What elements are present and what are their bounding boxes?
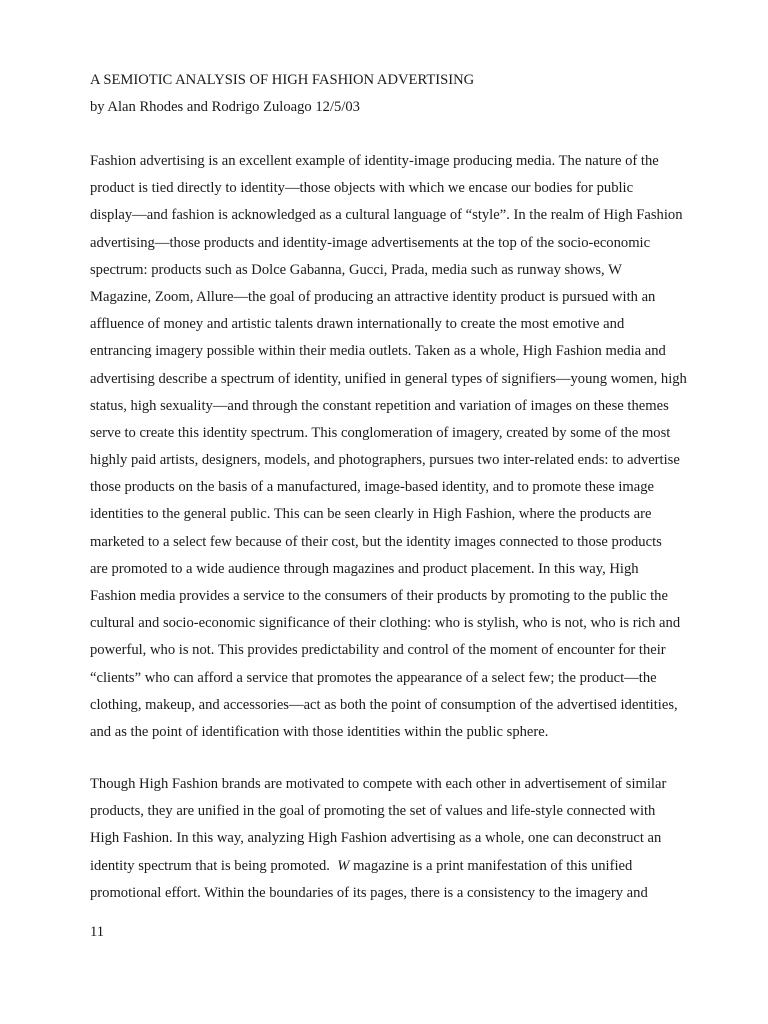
text-line: highly paid artists, designers, models, and photographers, pursues two inter-related ends: to advertise xyxy=(90,452,680,469)
text-line: spectrum: products such as Dolce Gabanna, Gucci, Prada, media such as runway shows, W xyxy=(90,261,622,278)
text-line: Fashion media provides a service to the consumers of their products by promoting to the public the xyxy=(90,588,668,604)
text-line: status, high sexuality—and through the constant repetition and variation of images on these themes xyxy=(90,397,669,414)
text-line: powerful, who is not. This provides predictability and control of the moment of encounter for their xyxy=(90,642,666,659)
text-line: marketed to a select few because of their cost, but the identity images connected to those products xyxy=(90,533,662,550)
text-line: promotional effort. Within the boundaries of its pages, there is a consistency to the imagery and xyxy=(90,884,648,901)
page-number: 11 xyxy=(90,924,105,940)
text-line: serve to create this identity spectrum. This conglomeration of imagery, created by some of the most xyxy=(90,424,671,441)
text-line: Magazine, Zoom, Allure—the goal of producing an attractive identity product is pursued with an xyxy=(90,288,656,305)
text-segment: identity spectrum that is being promoted. xyxy=(90,857,338,874)
text-line: entrancing imagery possible within their media outlets. Taken as a whole, High Fashion media and xyxy=(90,343,666,360)
text-segment: magazine is a print manifestation of this unified xyxy=(349,857,633,874)
text-line: those products on the basis of a manufactured, image-based identity, and to promote these image xyxy=(90,479,654,496)
text-line: High Fashion. In this way, analyzing High Fashion advertising as a whole, one can deconstruct an xyxy=(90,830,662,847)
text-line: are promoted to a wide audience through magazines and product placement. In this way, High xyxy=(90,560,639,577)
text-line xyxy=(90,853,700,880)
text-line: clothing, makeup, and accessories—act as both the point of consumption of the advertised identities, xyxy=(90,696,678,713)
paragraph-2 xyxy=(90,771,700,907)
document-title: A SEMIOTIC ANALYSIS OF HIGH FASHION ADVERTISING xyxy=(90,72,475,88)
text-line: Though High Fashion brands are motivated to compete with each other in advertisement of similar xyxy=(90,776,667,792)
text-line: product is tied directly to identity—those objects with which we encase our bodies for public xyxy=(90,180,634,197)
text-line: advertising describe a spectrum of identity, unified in general types of signifiers—young women, high xyxy=(90,370,687,387)
text-line: cultural and socio-economic significance of their clothing: who is stylish, who is not, who is rich and xyxy=(90,615,681,632)
text-line: and as the point of identification with those identities within the public sphere. xyxy=(90,723,549,740)
text-line: affluence of money and artistic talents drawn internationally to create the most emotive and xyxy=(90,316,625,333)
text-line: identities to the general public. This can be seen clearly in High Fashion, where the products are xyxy=(90,506,652,523)
text-line: advertising—those products and identity-image advertisements at the top of the socio-economic xyxy=(90,234,651,251)
text-line: “clients” who can afford a service that promotes the appearance of a select few; the product—the xyxy=(90,669,657,686)
document-byline: by Alan Rhodes and Rodrigo Zuloago 12/5/03 xyxy=(90,99,360,115)
magazine-title-italic: W xyxy=(337,857,350,874)
paragraph-1 xyxy=(90,148,700,746)
text-line: products, they are unified in the goal of promoting the set of values and life-style connected with xyxy=(90,803,656,820)
text-line: Fashion advertising is an excellent example of identity-image producing media. The nature of the xyxy=(90,153,659,169)
text-line: display—and fashion is acknowledged as a cultural language of “style”. In the realm of High Fashion xyxy=(90,207,683,224)
